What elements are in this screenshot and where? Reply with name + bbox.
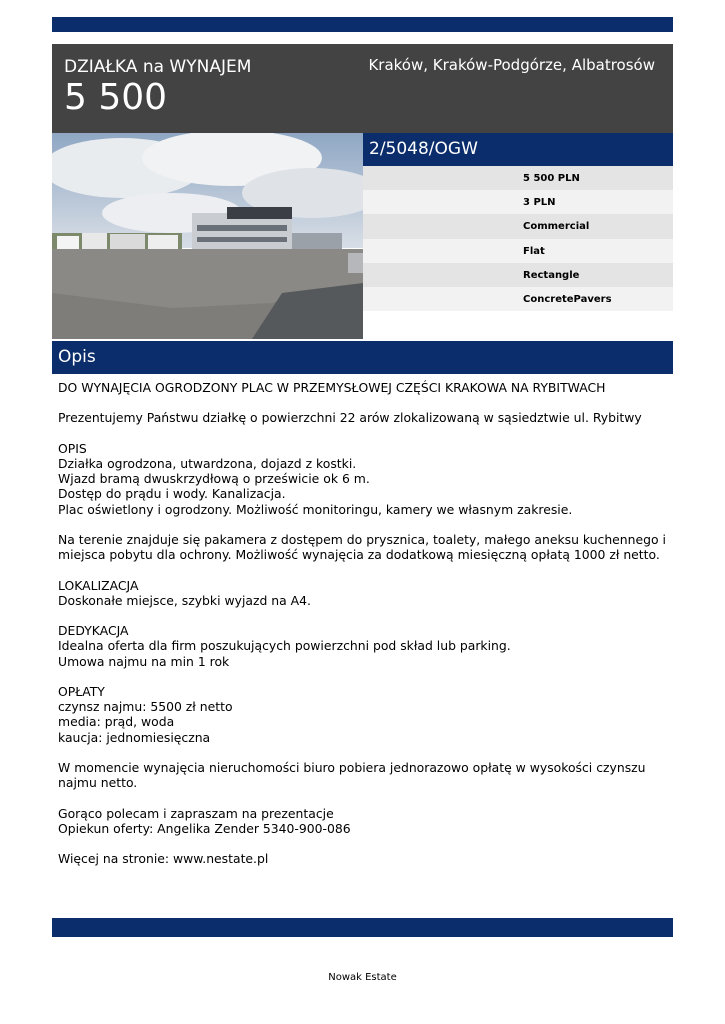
- detail-value: Rectangle: [523, 269, 580, 281]
- description-line: Plac oświetlony i ogrodzony. Możliwość monitoringu, kamery we własnym zakresie.: [58, 501, 573, 517]
- footer-company: Nowak Estate: [328, 972, 397, 983]
- paragraph-gap: [58, 517, 668, 532]
- description-line: W momencie wynajęcia nieruchomości biuro pobiera jednorazowo opłatę w wysokości czynszu: [58, 759, 646, 775]
- paragraph-gap: [58, 836, 668, 851]
- description-line: miejsca pobytu dla ochrony. Możliwość wynajęcia za dodatkową miesięczną opłatą 1000 zł netto.: [58, 547, 660, 563]
- section-title: Opis: [58, 347, 96, 367]
- paragraph-gap: [58, 426, 668, 441]
- detail-value: Flat: [523, 245, 545, 257]
- detail-value: ConcretePavers: [523, 293, 612, 305]
- description-line: media: prąd, woda: [58, 714, 175, 730]
- description-line: LOKALIZACJA: [58, 577, 139, 593]
- detail-value: Commercial: [523, 221, 590, 233]
- paragraph-gap: [58, 562, 668, 577]
- description-line: czynsz najmu: 5500 zł netto: [58, 699, 233, 715]
- detail-row: [363, 287, 673, 311]
- detail-row: [363, 214, 673, 238]
- description-line: DO WYNAJĘCIA OGRODZONY PLAC W PRZEMYSŁOWEJ CZĘŚCI KRAKOWA NA RYBITWACH: [58, 380, 606, 395]
- description-line: Wjazd bramą dwuskrzydłową o prześwicie ok 6 m.: [58, 471, 370, 487]
- description-line: Umowa najmu na min 1 rok: [58, 653, 230, 669]
- detail-row: [363, 190, 673, 214]
- paragraph-gap: [58, 608, 668, 623]
- detail-value: 5 500 PLN: [523, 173, 580, 184]
- description-line: Opiekun oferty: Angelika Zender 5340-900-086: [58, 820, 351, 836]
- detail-value: 3 PLN: [523, 197, 556, 209]
- description-line: DEDYKACJA: [58, 623, 129, 639]
- description-line: najmu netto.: [58, 775, 138, 791]
- paragraph-gap: [58, 745, 668, 760]
- description-text: [58, 380, 668, 866]
- reference-number: 2/5048/OGW: [369, 139, 478, 159]
- detail-row: [363, 263, 673, 287]
- description-line: OPIS: [58, 440, 87, 456]
- reference-bar: [363, 133, 673, 166]
- description-line: Prezentujemy Państwu działkę o powierzchni 22 arów zlokalizowaną w sąsiedztwie ul. Rybitwy: [58, 410, 642, 426]
- details-table: [363, 166, 673, 311]
- detail-row: [363, 166, 673, 190]
- description-line: Dostęp do prądu i wody. Kanalizacja.: [58, 486, 286, 502]
- top-bar: [52, 17, 673, 32]
- description-line: Idealna oferta dla firm poszukujących powierzchni pod skład lub parking.: [58, 638, 511, 654]
- description-line: OPŁATY: [58, 683, 105, 699]
- description-line: Gorąco polecam i zapraszam na prezentacje: [58, 805, 334, 821]
- listing-header: [52, 44, 673, 133]
- listing-price: 5 500: [64, 77, 168, 118]
- description-line: Więcej na stronie: www.nestate.pl: [58, 851, 269, 867]
- section-header: [52, 341, 673, 374]
- paragraph-gap: [58, 395, 668, 410]
- listing-type: DZIAŁKA na WYNAJEM: [64, 57, 252, 77]
- bottom-bar: [52, 918, 673, 937]
- description-line: Działka ogrodzona, utwardzona, dojazd z kostki.: [58, 455, 357, 471]
- description-line: Doskonałe miejsce, szybki wyjazd na A4.: [58, 592, 311, 608]
- detail-row: [363, 239, 673, 263]
- listing-location: Kraków, Kraków-Podgórze, Albatrosów: [368, 56, 655, 74]
- description-line: Na terenie znajduje się pakamera z dostępem do prysznica, toalety, małego aneksu kuchennego i: [58, 531, 666, 547]
- description-line: kaucja: jednomiesięczna: [58, 729, 211, 745]
- property-photo: [52, 133, 363, 339]
- paragraph-gap: [58, 790, 668, 805]
- paragraph-gap: [58, 669, 668, 684]
